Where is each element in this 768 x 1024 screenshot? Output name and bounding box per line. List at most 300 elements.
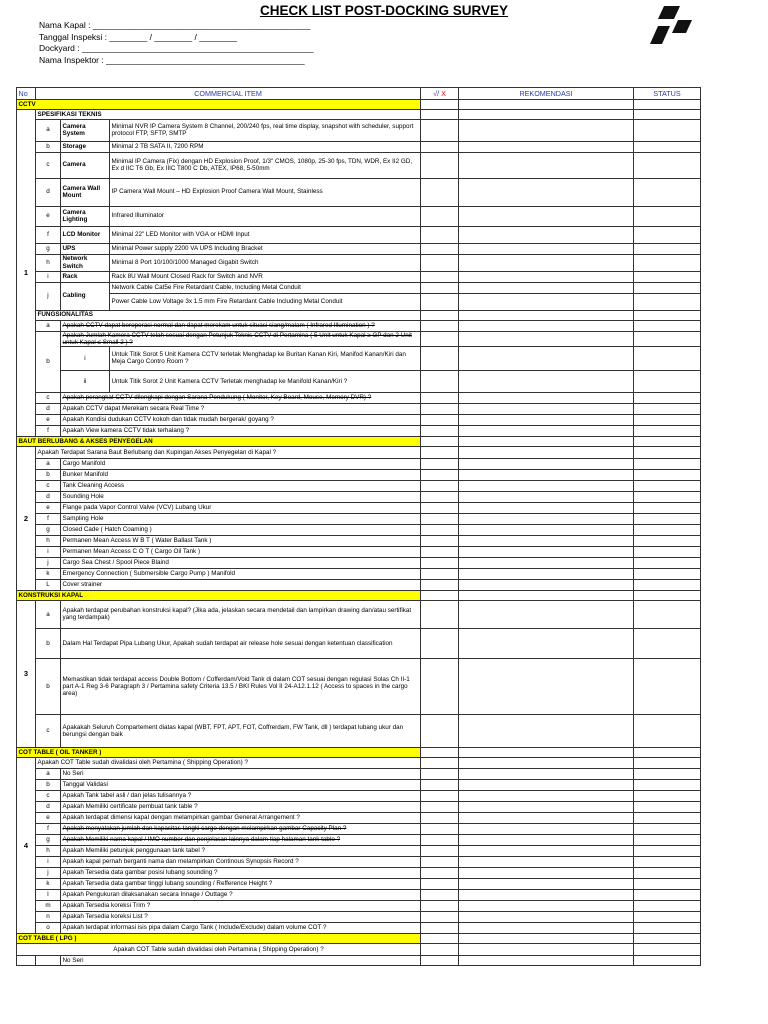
recommendation-cell[interactable]	[459, 878, 634, 889]
status-cell[interactable]	[634, 370, 701, 392]
item-letter: d	[36, 491, 61, 502]
recommendation-cell[interactable]	[459, 502, 634, 513]
item-description: Apakah Jumlah Kamera CCTV telah sesuai dengan Petunjuk Teknis CCTV di Pertamina ( 5 Unit untuk Kapal ≥ GP dan 2 Unit untuk Kapal ≤ Small 2 ) ?	[61, 331, 421, 346]
recommendation-cell[interactable]	[459, 779, 634, 790]
status-cell[interactable]	[634, 955, 701, 965]
col-header-item: COMMERCIAL ITEM	[36, 88, 421, 100]
item-description: Minimal 2 TB SATA II, 7200 RPM	[110, 141, 421, 152]
check-cell[interactable]	[421, 310, 459, 320]
status-cell[interactable]	[634, 801, 701, 812]
table-row	[17, 779, 701, 790]
item-letter: h	[36, 845, 61, 856]
recommendation-cell[interactable]	[459, 282, 634, 293]
item-letter: b	[36, 779, 61, 790]
table-row	[17, 845, 701, 856]
status-cell[interactable]	[634, 757, 701, 768]
check-cell[interactable]	[421, 878, 459, 889]
status-cell[interactable]	[634, 100, 701, 110]
status-cell[interactable]	[634, 867, 701, 878]
item-description: Permanen Mean Access C O T ( Cargo Oil Tank )	[61, 546, 421, 557]
check-cell[interactable]	[421, 320, 459, 331]
status-cell[interactable]	[634, 436, 701, 446]
status-cell[interactable]	[634, 178, 701, 206]
check-cell[interactable]	[421, 425, 459, 436]
col-header-no: No	[17, 88, 36, 100]
recommendation-cell[interactable]	[459, 320, 634, 331]
item-description: Apakah terdapat perubahan konstruksi kapal? (Jika ada, jelaskan secara mendetail dan lampirkan drawing dan/atau sertifikat yang terdampak)	[61, 600, 421, 628]
item-description: Rack 8U Wall Mount Closed Rack for Switch and NVR	[110, 271, 421, 282]
table-row	[17, 119, 701, 141]
table-row	[17, 282, 701, 293]
check-cell[interactable]	[421, 546, 459, 557]
status-cell[interactable]	[634, 469, 701, 480]
status-cell[interactable]	[634, 779, 701, 790]
recommendation-cell[interactable]	[459, 955, 634, 965]
recommendation-cell[interactable]	[459, 254, 634, 271]
status-cell[interactable]	[634, 845, 701, 856]
check-cell[interactable]	[421, 152, 459, 178]
check-cell[interactable]	[421, 590, 459, 600]
item-description: Apakah Memiliki certificate pembuat tank table ?	[61, 801, 421, 812]
recommendation-cell[interactable]	[459, 414, 634, 425]
item-letter: c	[36, 714, 61, 747]
item-description: Apakah Tersedia data gambar tinggi lubang sounding / Refference Height ?	[61, 878, 421, 889]
status-cell[interactable]	[634, 293, 701, 310]
status-cell[interactable]	[634, 546, 701, 557]
check-cell[interactable]	[421, 446, 459, 458]
item-letter: g	[36, 243, 61, 254]
table-row	[17, 226, 701, 243]
check-cell[interactable]	[421, 714, 459, 747]
check-cell[interactable]	[421, 271, 459, 282]
table-row	[17, 812, 701, 823]
status-cell[interactable]	[634, 714, 701, 747]
status-cell[interactable]	[634, 110, 701, 120]
status-cell[interactable]	[634, 310, 701, 320]
table-row	[17, 458, 701, 469]
table-row	[17, 346, 701, 370]
check-cell[interactable]	[421, 469, 459, 480]
item-description: Apakah Tersedia koreksi List ?	[61, 911, 421, 922]
recommendation-cell[interactable]	[459, 889, 634, 900]
status-cell[interactable]	[634, 768, 701, 779]
check-cell[interactable]	[421, 658, 459, 714]
recommendation-cell[interactable]	[459, 911, 634, 922]
status-cell[interactable]	[634, 579, 701, 590]
item-description: Sounding Hole	[61, 491, 421, 502]
check-cell[interactable]	[421, 346, 459, 370]
table-row	[17, 658, 701, 714]
col-header-status: STATUS	[634, 88, 701, 100]
recommendation-cell[interactable]	[459, 579, 634, 590]
status-cell[interactable]	[634, 425, 701, 436]
check-cell[interactable]	[421, 600, 459, 628]
item-letter: b	[36, 331, 61, 392]
recommendation-cell[interactable]	[459, 469, 634, 480]
status-cell[interactable]	[634, 282, 701, 293]
check-cell[interactable]	[421, 513, 459, 524]
recommendation-cell[interactable]	[459, 768, 634, 779]
item-letter: g	[36, 834, 61, 845]
recommendation-cell[interactable]	[459, 757, 634, 768]
status-cell[interactable]	[634, 119, 701, 141]
check-cell[interactable]	[421, 579, 459, 590]
recommendation-cell[interactable]	[459, 867, 634, 878]
item-description: Apakah CCTV dapat beroperasi normal dan dapat merekam untuk situasi siang/malam ( Infrared Illumination ) ?	[61, 320, 421, 331]
section-title: BAUT BERLUBANG & AKSES PENYEGELAN	[17, 436, 421, 446]
check-cell[interactable]	[421, 524, 459, 535]
table-row	[17, 867, 701, 878]
subsection-title: FUNGSIONALITAS	[36, 310, 421, 320]
check-cell[interactable]	[421, 226, 459, 243]
recommendation-cell[interactable]	[459, 524, 634, 535]
check-cell[interactable]	[421, 535, 459, 546]
recommendation-cell[interactable]	[459, 243, 634, 254]
table-row	[17, 535, 701, 546]
recommendation-cell[interactable]	[459, 943, 634, 955]
check-cell[interactable]	[421, 922, 459, 933]
check-cell[interactable]	[421, 392, 459, 403]
status-cell[interactable]	[634, 889, 701, 900]
status-cell[interactable]	[634, 446, 701, 458]
status-cell[interactable]	[634, 480, 701, 491]
item-letter: i	[36, 856, 61, 867]
table-row	[17, 293, 701, 310]
recommendation-cell[interactable]	[459, 226, 634, 243]
item-description: Minimal IP Camera (Fix) dengan HD Explosion Proof, 1/3" CMOS, 1080p, 25-30 fps, TDN, WDR, Ex II2 GD, Ex d IIC T6 Gb, Ex IIIC T800 C Db, ATEX, IP68, 5-50mm	[110, 152, 421, 178]
item-description: Apakah Tersedia data gambar posisi lubang sounding ?	[61, 867, 421, 878]
table-row	[17, 320, 701, 331]
check-cell[interactable]	[421, 206, 459, 226]
check-cell[interactable]	[421, 955, 459, 965]
recommendation-cell[interactable]	[459, 392, 634, 403]
status-cell[interactable]	[634, 823, 701, 834]
check-cell[interactable]	[421, 779, 459, 790]
check-cell[interactable]	[421, 141, 459, 152]
item-letter: f	[36, 226, 61, 243]
pertamina-logo	[650, 6, 692, 46]
recommendation-cell[interactable]	[459, 152, 634, 178]
table-row	[17, 790, 701, 801]
item-description: Infrared Illuminator	[110, 206, 421, 226]
recommendation-cell[interactable]	[459, 557, 634, 568]
recommendation-cell[interactable]	[459, 100, 634, 110]
status-cell[interactable]	[634, 568, 701, 579]
recommendation-cell[interactable]	[459, 900, 634, 911]
status-cell[interactable]	[634, 513, 701, 524]
item-description: Memastikan tidak terdapat access Double Bottom / Cofferdam/Void Tank di dalam COT sesuai dengan regulasi Solas Ch II-1 part A-1 Reg 3-6 Paragraph 3 / Pertamina safety Criteria 13.5 / BKI Rules Vol II 24-A12.1.12 ( Access to spaces in the cargo area)	[61, 658, 421, 714]
item-description: Minimal NVR IP Camera System 8 Channel, 200/240 fps, real time display, snapshot with scheduler, support protocol FTP, SFTP, SMTP	[110, 119, 421, 141]
check-cell[interactable]	[421, 403, 459, 414]
item-letter: b	[36, 141, 61, 152]
table-row	[17, 943, 701, 955]
status-cell[interactable]	[634, 933, 701, 943]
check-cell[interactable]	[421, 293, 459, 310]
check-cell[interactable]	[421, 282, 459, 293]
item-letter: i	[36, 546, 61, 557]
check-cell[interactable]	[421, 491, 459, 502]
status-cell[interactable]	[634, 206, 701, 226]
table-row	[17, 141, 701, 152]
status-cell[interactable]	[634, 392, 701, 403]
table-row	[17, 414, 701, 425]
recommendation-cell[interactable]	[459, 206, 634, 226]
section-cctv	[17, 100, 701, 110]
check-cell[interactable]	[421, 856, 459, 867]
check-cell[interactable]	[421, 436, 459, 446]
table-row	[17, 392, 701, 403]
recommendation-cell[interactable]	[459, 834, 634, 845]
item-description: Untuk Titik Sorot 2 Unit Kamera CCTV Terletak menghadap ke Manifold Kanan/Kiri ?	[110, 370, 421, 392]
item-letter: e	[36, 206, 61, 226]
recommendation-cell[interactable]	[459, 346, 634, 370]
recommendation-cell[interactable]	[459, 546, 634, 557]
check-cell[interactable]	[421, 458, 459, 469]
item-description: Cover strainer	[61, 579, 421, 590]
table-row	[17, 628, 701, 658]
recommendation-cell[interactable]	[459, 714, 634, 747]
recommendation-cell[interactable]	[459, 425, 634, 436]
status-cell[interactable]	[634, 458, 701, 469]
table-row	[17, 480, 701, 491]
item-description: Apakah terdapat dimensi kapal dengan melampirkan gambar General Arrangement ?	[61, 812, 421, 823]
form-header	[39, 20, 314, 66]
table-row	[17, 600, 701, 628]
check-cell[interactable]	[421, 911, 459, 922]
status-cell[interactable]	[634, 346, 701, 370]
status-cell[interactable]	[634, 141, 701, 152]
check-cell[interactable]	[421, 628, 459, 658]
section-konstruksi	[17, 590, 701, 600]
item-description: Apakah menyatakan jumlah dan kapasitas tangki cargo dengan melampirkan gambar Capacity Plan ?	[61, 823, 421, 834]
check-cell[interactable]	[421, 480, 459, 491]
status-cell[interactable]	[634, 524, 701, 535]
check-cell[interactable]	[421, 933, 459, 943]
recommendation-cell[interactable]	[459, 446, 634, 458]
status-cell[interactable]	[634, 834, 701, 845]
item-letter: a	[36, 320, 61, 331]
item-description: Minimal Power supply 2200 VA UPS Including Bracket	[110, 243, 421, 254]
recommendation-cell[interactable]	[459, 480, 634, 491]
item-letter: e	[36, 414, 61, 425]
check-cell[interactable]	[421, 243, 459, 254]
subsection-title: SPESIFIKASI TEKNIS	[36, 110, 421, 120]
table-row	[17, 206, 701, 226]
status-cell[interactable]	[634, 502, 701, 513]
check-cell[interactable]	[421, 100, 459, 110]
item-description: Apakah terdapat informasi isis pipa dalam Cargo Tank ( Include/Exclude) dalam volume COT ?	[61, 922, 421, 933]
vessel-name-field[interactable]: Nama Kapal : ______________________________________________	[39, 20, 311, 30]
table-row	[17, 152, 701, 178]
item-letter: c	[36, 790, 61, 801]
recommendation-cell[interactable]	[459, 823, 634, 834]
check-cell[interactable]	[421, 757, 459, 768]
check-cell[interactable]	[421, 801, 459, 812]
status-cell[interactable]	[634, 628, 701, 658]
section-cot-oil	[17, 747, 701, 757]
recommendation-cell[interactable]	[459, 491, 634, 502]
status-cell[interactable]	[634, 226, 701, 243]
item-letter: n	[36, 911, 61, 922]
item-letter: e	[36, 812, 61, 823]
recommendation-cell[interactable]	[459, 403, 634, 414]
table-row	[17, 834, 701, 845]
table-row	[17, 243, 701, 254]
item-description: Minimal 22" LED Monitor with VGA or HDMI Input	[110, 226, 421, 243]
status-cell[interactable]	[634, 943, 701, 955]
item-letter: L	[36, 579, 61, 590]
component-name: Rack	[61, 271, 110, 282]
status-cell[interactable]	[634, 878, 701, 889]
check-cell[interactable]	[421, 747, 459, 757]
item-sub-letter: i	[61, 346, 110, 370]
check-cell[interactable]	[421, 178, 459, 206]
item-description: Tank Cleaning Access	[61, 480, 421, 491]
inspector-name-field[interactable]: Nama Inspektor : __________________________________________	[39, 54, 305, 65]
status-cell[interactable]	[634, 414, 701, 425]
recommendation-cell[interactable]	[459, 458, 634, 469]
check-cell[interactable]	[421, 568, 459, 579]
recommendation-cell[interactable]	[459, 933, 634, 943]
check-cell[interactable]	[421, 414, 459, 425]
check-cell[interactable]	[421, 943, 459, 955]
item-number: 3	[17, 600, 36, 747]
item-description: Apakah Terdapat Sarana Baut Berlubang dan Kupingan Akses Penyegelan di Kapal ?	[36, 446, 421, 458]
recommendation-cell[interactable]	[459, 331, 634, 346]
status-cell[interactable]	[634, 491, 701, 502]
recommendation-cell[interactable]	[459, 845, 634, 856]
recommendation-cell[interactable]	[459, 922, 634, 933]
section-baut	[17, 436, 701, 446]
status-cell[interactable]	[634, 331, 701, 346]
item-letter: j	[36, 557, 61, 568]
status-cell[interactable]	[634, 911, 701, 922]
recommendation-cell[interactable]	[459, 370, 634, 392]
item-letter: j	[36, 282, 61, 310]
recommendation-cell[interactable]	[459, 856, 634, 867]
component-name: LCD Monitor	[61, 226, 110, 243]
recommendation-cell[interactable]	[459, 110, 634, 120]
item-letter: h	[36, 254, 61, 271]
table-row	[17, 900, 701, 911]
inspection-date-field[interactable]: Tanggal Inspeksi : ________ / ________ / ________	[39, 31, 238, 42]
check-cell[interactable]	[421, 823, 459, 834]
status-cell[interactable]	[634, 600, 701, 628]
item-description: Apakah Tersedia koreksi Trim ?	[61, 900, 421, 911]
recommendation-cell[interactable]	[459, 658, 634, 714]
status-cell[interactable]	[634, 243, 701, 254]
col-header-check: √/ X	[421, 88, 459, 100]
recommendation-cell[interactable]	[459, 436, 634, 446]
item-number: 2	[17, 446, 36, 590]
item-description: Power Cable Low Voltage 3x 1.5 mm Fire Retardant Cable Including Metal Conduit	[110, 293, 421, 310]
status-cell[interactable]	[634, 790, 701, 801]
item-description: Apakah kapal pernah berganti nama dan melampirkan Continous Synopsis Record ?	[61, 856, 421, 867]
check-cell[interactable]	[421, 889, 459, 900]
recommendation-cell[interactable]	[459, 178, 634, 206]
item-description: Sampling Hole	[61, 513, 421, 524]
recommendation-cell[interactable]	[459, 293, 634, 310]
status-cell[interactable]	[634, 900, 701, 911]
status-cell[interactable]	[634, 271, 701, 282]
status-cell[interactable]	[634, 856, 701, 867]
recommendation-cell[interactable]	[459, 568, 634, 579]
check-cell[interactable]	[421, 370, 459, 392]
recommendation-cell[interactable]	[459, 271, 634, 282]
recommendation-cell[interactable]	[459, 801, 634, 812]
check-cell[interactable]	[421, 768, 459, 779]
check-cell[interactable]	[421, 845, 459, 856]
check-cell[interactable]	[421, 110, 459, 120]
status-cell[interactable]	[634, 152, 701, 178]
table-row	[17, 714, 701, 747]
check-cell[interactable]	[421, 790, 459, 801]
check-cell[interactable]	[421, 900, 459, 911]
recommendation-cell[interactable]	[459, 600, 634, 628]
check-cell[interactable]	[421, 834, 459, 845]
check-cell[interactable]	[421, 812, 459, 823]
component-name: Network Switch	[61, 254, 110, 271]
item-description: Apakah Tank tabel asli / dan jelas tulisannya ?	[61, 790, 421, 801]
recommendation-cell[interactable]	[459, 310, 634, 320]
dockyard-field[interactable]: Dockyard : _________________________________________________	[39, 43, 314, 54]
check-cell[interactable]	[421, 502, 459, 513]
item-letter: j	[36, 867, 61, 878]
item-number: 1	[17, 110, 36, 437]
check-cell[interactable]	[421, 254, 459, 271]
check-cell[interactable]	[421, 867, 459, 878]
recommendation-cell[interactable]	[459, 747, 634, 757]
check-cell[interactable]	[421, 119, 459, 141]
recommendation-cell[interactable]	[459, 513, 634, 524]
status-cell[interactable]	[634, 922, 701, 933]
table-row	[17, 110, 701, 120]
status-cell[interactable]	[634, 590, 701, 600]
recommendation-cell[interactable]	[459, 790, 634, 801]
item-letter: a	[36, 458, 61, 469]
status-cell[interactable]	[634, 535, 701, 546]
status-cell[interactable]	[634, 403, 701, 414]
item-letter	[36, 955, 61, 965]
status-cell[interactable]	[634, 812, 701, 823]
check-cell[interactable]	[421, 331, 459, 346]
item-description: Minimal 8 Port 10/100/1000 Managed Gigabit Switch	[110, 254, 421, 271]
check-cell[interactable]	[421, 557, 459, 568]
status-cell[interactable]	[634, 658, 701, 714]
item-letter: g	[36, 524, 61, 535]
recommendation-cell[interactable]	[459, 119, 634, 141]
item-description: Apakah Pengukuran dilaksanakan secara Innage / Outtage ?	[61, 889, 421, 900]
status-cell[interactable]	[634, 254, 701, 271]
recommendation-cell[interactable]	[459, 141, 634, 152]
item-letter: f	[36, 513, 61, 524]
item-number	[17, 955, 36, 965]
table-row	[17, 502, 701, 513]
recommendation-cell[interactable]	[459, 628, 634, 658]
status-cell[interactable]	[634, 320, 701, 331]
table-row	[17, 768, 701, 779]
section-cot-lpg	[17, 933, 701, 943]
recommendation-cell[interactable]	[459, 590, 634, 600]
table-row	[17, 513, 701, 524]
status-cell[interactable]	[634, 747, 701, 757]
recommendation-cell[interactable]	[459, 812, 634, 823]
item-description: Emergency Connection ( Submersible Cargo Pump ) Manifold	[61, 568, 421, 579]
item-letter: a	[36, 600, 61, 628]
status-cell[interactable]	[634, 557, 701, 568]
recommendation-cell[interactable]	[459, 535, 634, 546]
table-row	[17, 310, 701, 320]
